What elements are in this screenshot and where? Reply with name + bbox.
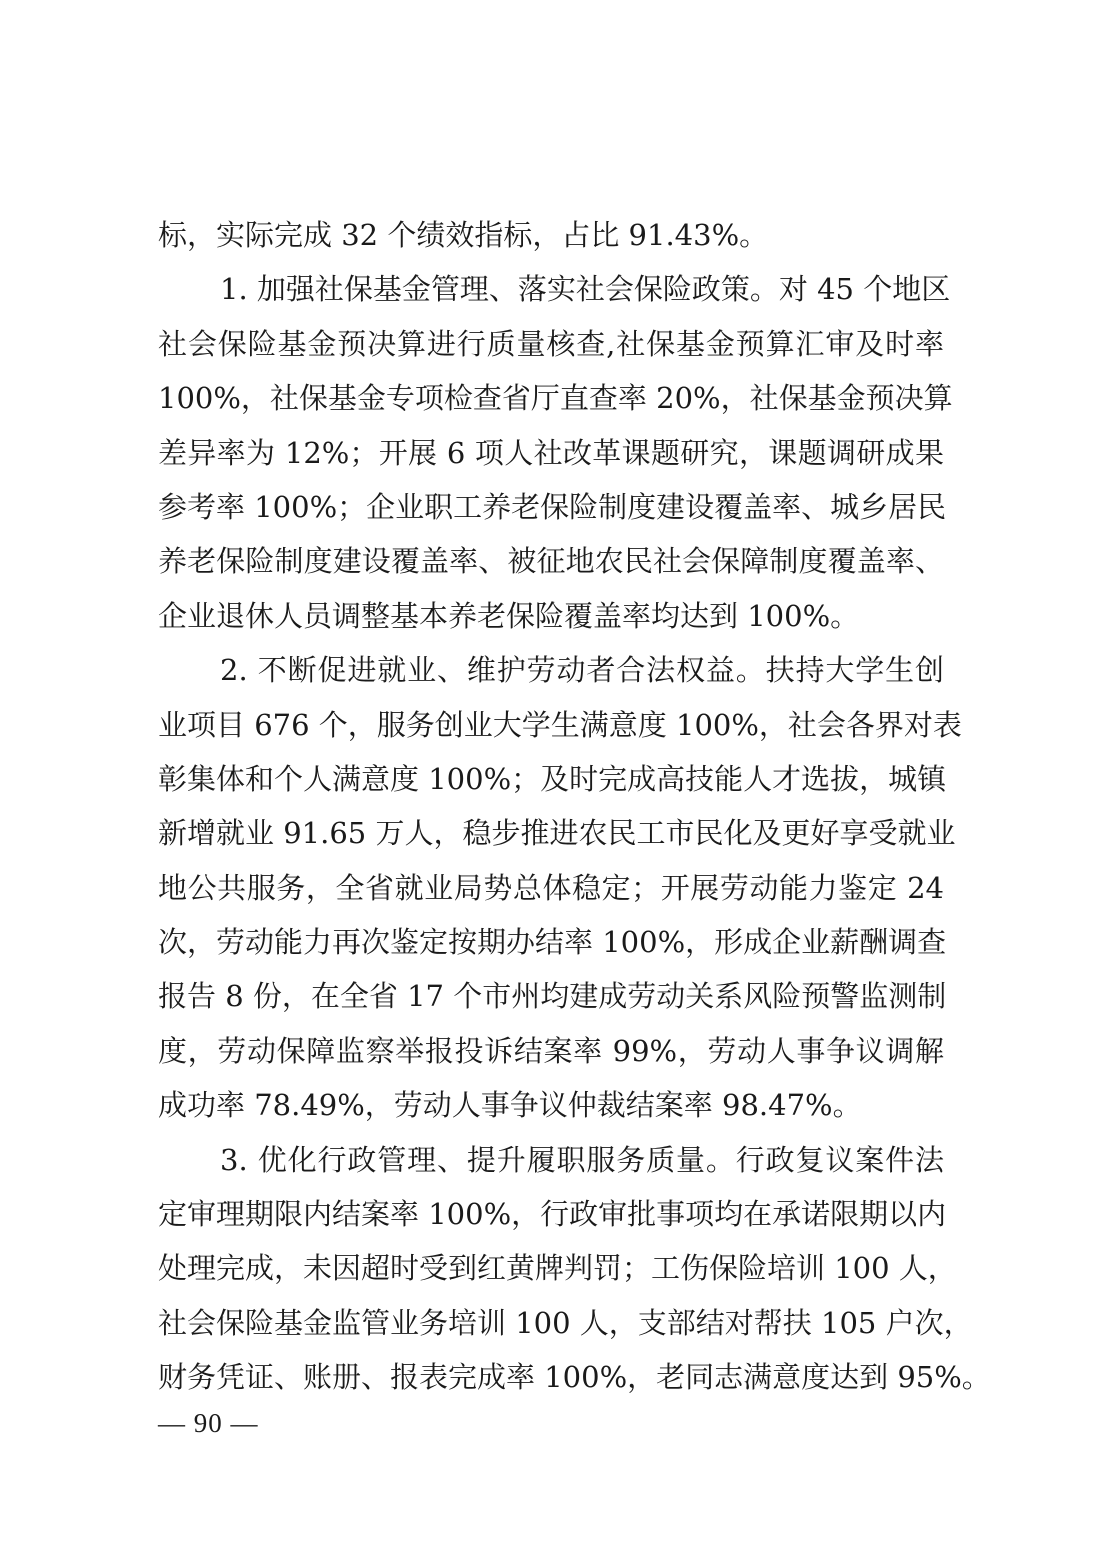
text-line: 报告 8 份，在全省 17 个市州均建成劳动关系风险预警监测制 — [158, 979, 947, 1014]
text-line: 业项目 676 个，服务创业大学生满意度 100%，社会各界对表 — [158, 707, 962, 742]
text-line: 社会保险基金监管业务培训 100 人，支部结对帮扶 105 户次， — [158, 1305, 973, 1340]
section-heading-line-2: 2. 不断促进就业、维护劳动者合法权益。扶持大学生创 — [220, 653, 944, 688]
text-line: 地公共服务，全省就业局势总体稳定；开展劳动能力鉴定 24 — [158, 870, 944, 905]
text-line: 养老保险制度建设覆盖率、被征地农民社会保障制度覆盖率、 — [158, 544, 944, 579]
text-line: 企业退休人员调整基本养老保险覆盖率均达到 100%。 — [158, 598, 860, 633]
text-line: 社会保险基金预决算进行质量核查,社保基金预算汇审及时率 — [158, 326, 944, 361]
text-line: 次，劳动能力再次鉴定按期办结率 100%，形成企业薪酬调查 — [158, 925, 947, 960]
text-line: 财务凭证、账册、报表完成率 100%，老同志满意度达到 95%。 — [158, 1360, 991, 1395]
text-line: 100%，社保基金专项检查省厅直查率 20%，社保基金预决算 — [158, 381, 953, 416]
page-number: — 90 — — [158, 1408, 259, 1438]
section-heading-line-3: 3. 优化行政管理、提升履职服务质量。行政复议案件法 — [220, 1142, 944, 1177]
section-heading-line-1: 1. 加强社保基金管理、落实社会保险政策。对 45 个地区 — [220, 272, 951, 307]
text-line: 标，实际完成 32 个绩效指标，占比 91.43%。 — [158, 218, 769, 252]
text-line: 新增就业 91.65 万人，稳步推进农民工市民化及更好享受就业 — [158, 816, 956, 851]
text-line: 彰集体和个人满意度 100%；及时完成高技能人才选拔，城镇 — [158, 761, 947, 796]
text-line: 度，劳动保障监察举报投诉结案率 99%，劳动人事争议调解 — [158, 1033, 944, 1068]
text-line: 差异率为 12%；开展 6 项人社改革课题研究，课题调研成果 — [158, 435, 944, 470]
text-line: 定审理期限内结案率 100%，行政审批事项均在承诺限期以内 — [158, 1197, 947, 1232]
text-line: 处理完成，未因超时受到红黄牌判罚；工伤保险培训 100 人， — [158, 1251, 957, 1286]
text-line: 成功率 78.49%，劳动人事争议仲裁结案率 98.47%。 — [158, 1088, 862, 1123]
body-text — [158, 208, 991, 1405]
text-line: 参考率 100%；企业职工养老保险制度建设覆盖率、城乡居民 — [158, 489, 947, 524]
